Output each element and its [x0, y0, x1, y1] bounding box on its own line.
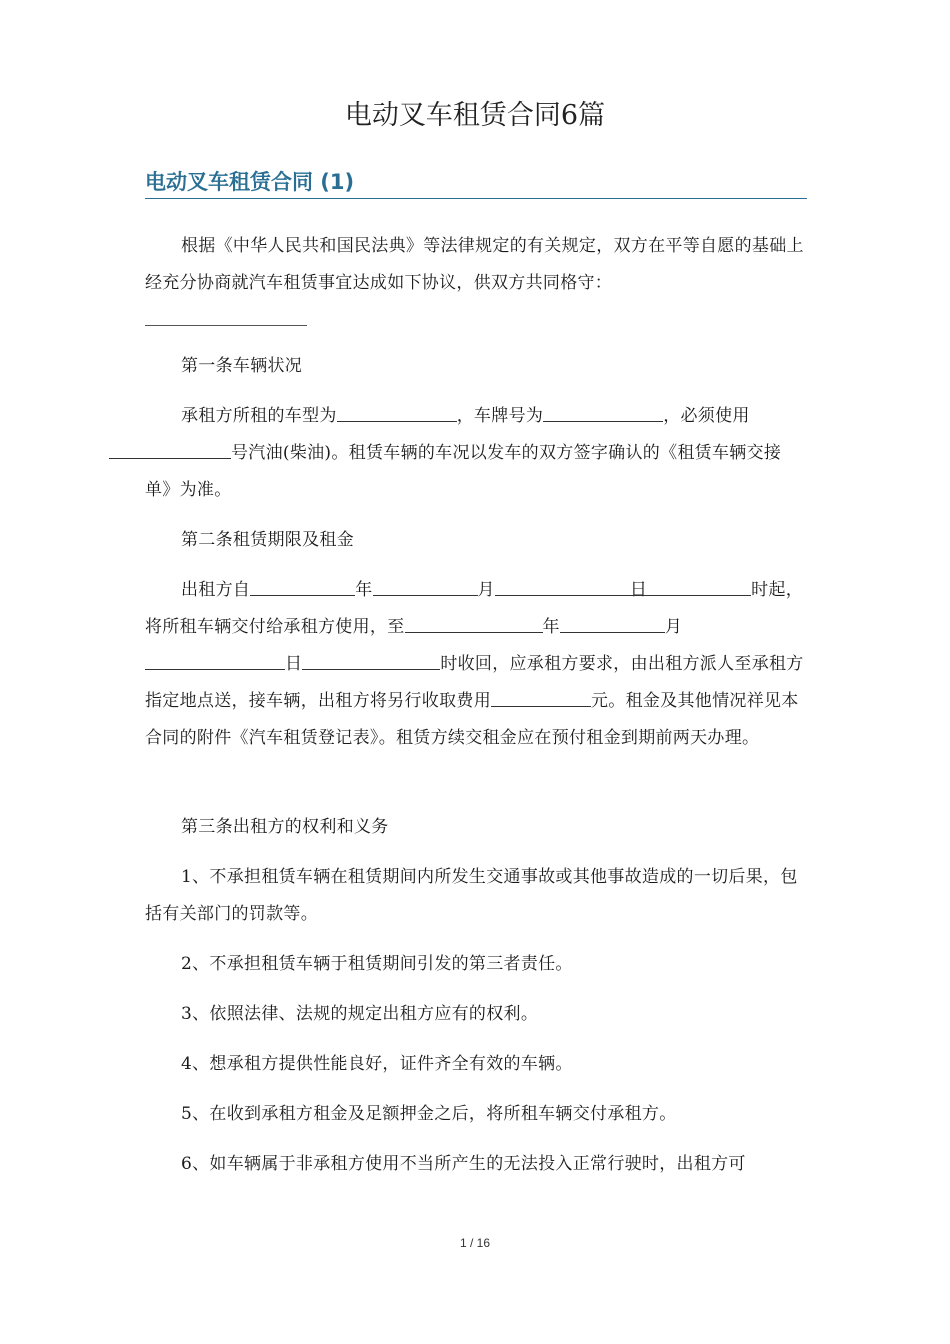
- a2-month-label: 月: [477, 580, 495, 600]
- obligation-item-2: 2、不承担租赁车辆于租赁期间引发的第三者责任。: [181, 954, 573, 974]
- article-1-body: [145, 398, 807, 509]
- page-indicator: 1 / 16: [459, 1236, 491, 1250]
- a1-text-3: ，必须使用: [663, 406, 750, 426]
- a2-text-4: 元。租金及其他情况祥见本合同的附件《汽车租赁登记表》。租赁方续交租金应在预付租金到期前两天办理。: [145, 691, 799, 748]
- a2-text-2: 时起，将所租车辆交付给承租方使用，至: [145, 580, 804, 637]
- article-1-title: 第一条车辆状况: [181, 356, 303, 376]
- a2-day-label: 日: [629, 580, 648, 600]
- a2-text-1: 出租方自: [181, 580, 251, 600]
- blank-start-day: [495, 579, 630, 596]
- a2-year-label: 年: [355, 580, 373, 600]
- blank-start-hour: [611, 579, 751, 596]
- blank-end-month: [560, 616, 665, 633]
- blank-fuel-grade: [109, 442, 231, 459]
- article-3-title: 第三条出租方的权利和义务: [181, 817, 389, 837]
- blank-start-month: [373, 579, 478, 596]
- intro-paragraph: 根据《中华人民共和国民法典》等法律规定的有关规定，双方在平等自愿的基础上经充分协商就汽车租赁事宜达成如下协议，供双方共同格守：: [145, 236, 804, 293]
- blank-start-year: [250, 579, 355, 596]
- blank-line: [145, 305, 307, 326]
- blank-end-day: [145, 653, 285, 670]
- a1-text-2: ，车牌号为: [456, 406, 544, 426]
- section-heading: 电动叉车租赁合同 (1): [145, 168, 807, 199]
- obligation-item-6: 6、如车辆属于非承租方使用不当所产生的无法投入正常行驶时，出租方可: [181, 1154, 746, 1174]
- blank-car-model: [337, 405, 457, 422]
- a2-year-label-2: 年: [542, 617, 560, 637]
- a1-text-1: 承租方所租的车型为: [181, 406, 337, 426]
- document-title: 电动叉车租赁合同6篇: [344, 100, 606, 131]
- obligation-item-1: 1、不承担租赁车辆在租赁期间内所发生交通事故或其他事故造成的一切后果，包括有关部门的罚款等。: [145, 867, 798, 924]
- a2-text-3: 时收回，应承租方要求，由出租方派人至承租方指定地点送，接车辆，出租方将另行收取费用: [145, 654, 804, 711]
- obligation-item-5: 5、在收到承租方租金及足额押金之后，将所租车辆交付承租方。: [181, 1104, 677, 1124]
- blank-delivery-fee: [491, 690, 591, 707]
- article-2-title: 第二条租赁期限及租金: [181, 530, 354, 550]
- a1-text-4: 号汽油(柴油)。租赁车辆的车况以发车的双方签字确认的《租赁车辆交接单》为准。: [145, 443, 782, 500]
- a2-month-label-2: 月: [664, 617, 683, 637]
- blank-end-hour: [302, 653, 440, 670]
- a2-day-label-2: 日: [285, 654, 303, 674]
- obligation-item-3: 3、依照法律、法规的规定出租方应有的权利。: [181, 1004, 539, 1024]
- blank-end-year: [405, 616, 543, 633]
- obligation-item-4: 4、想承租方提供性能良好，证件齐全有效的车辆。: [181, 1054, 573, 1074]
- blank-plate-number: [543, 405, 663, 422]
- article-2-body: [145, 572, 807, 757]
